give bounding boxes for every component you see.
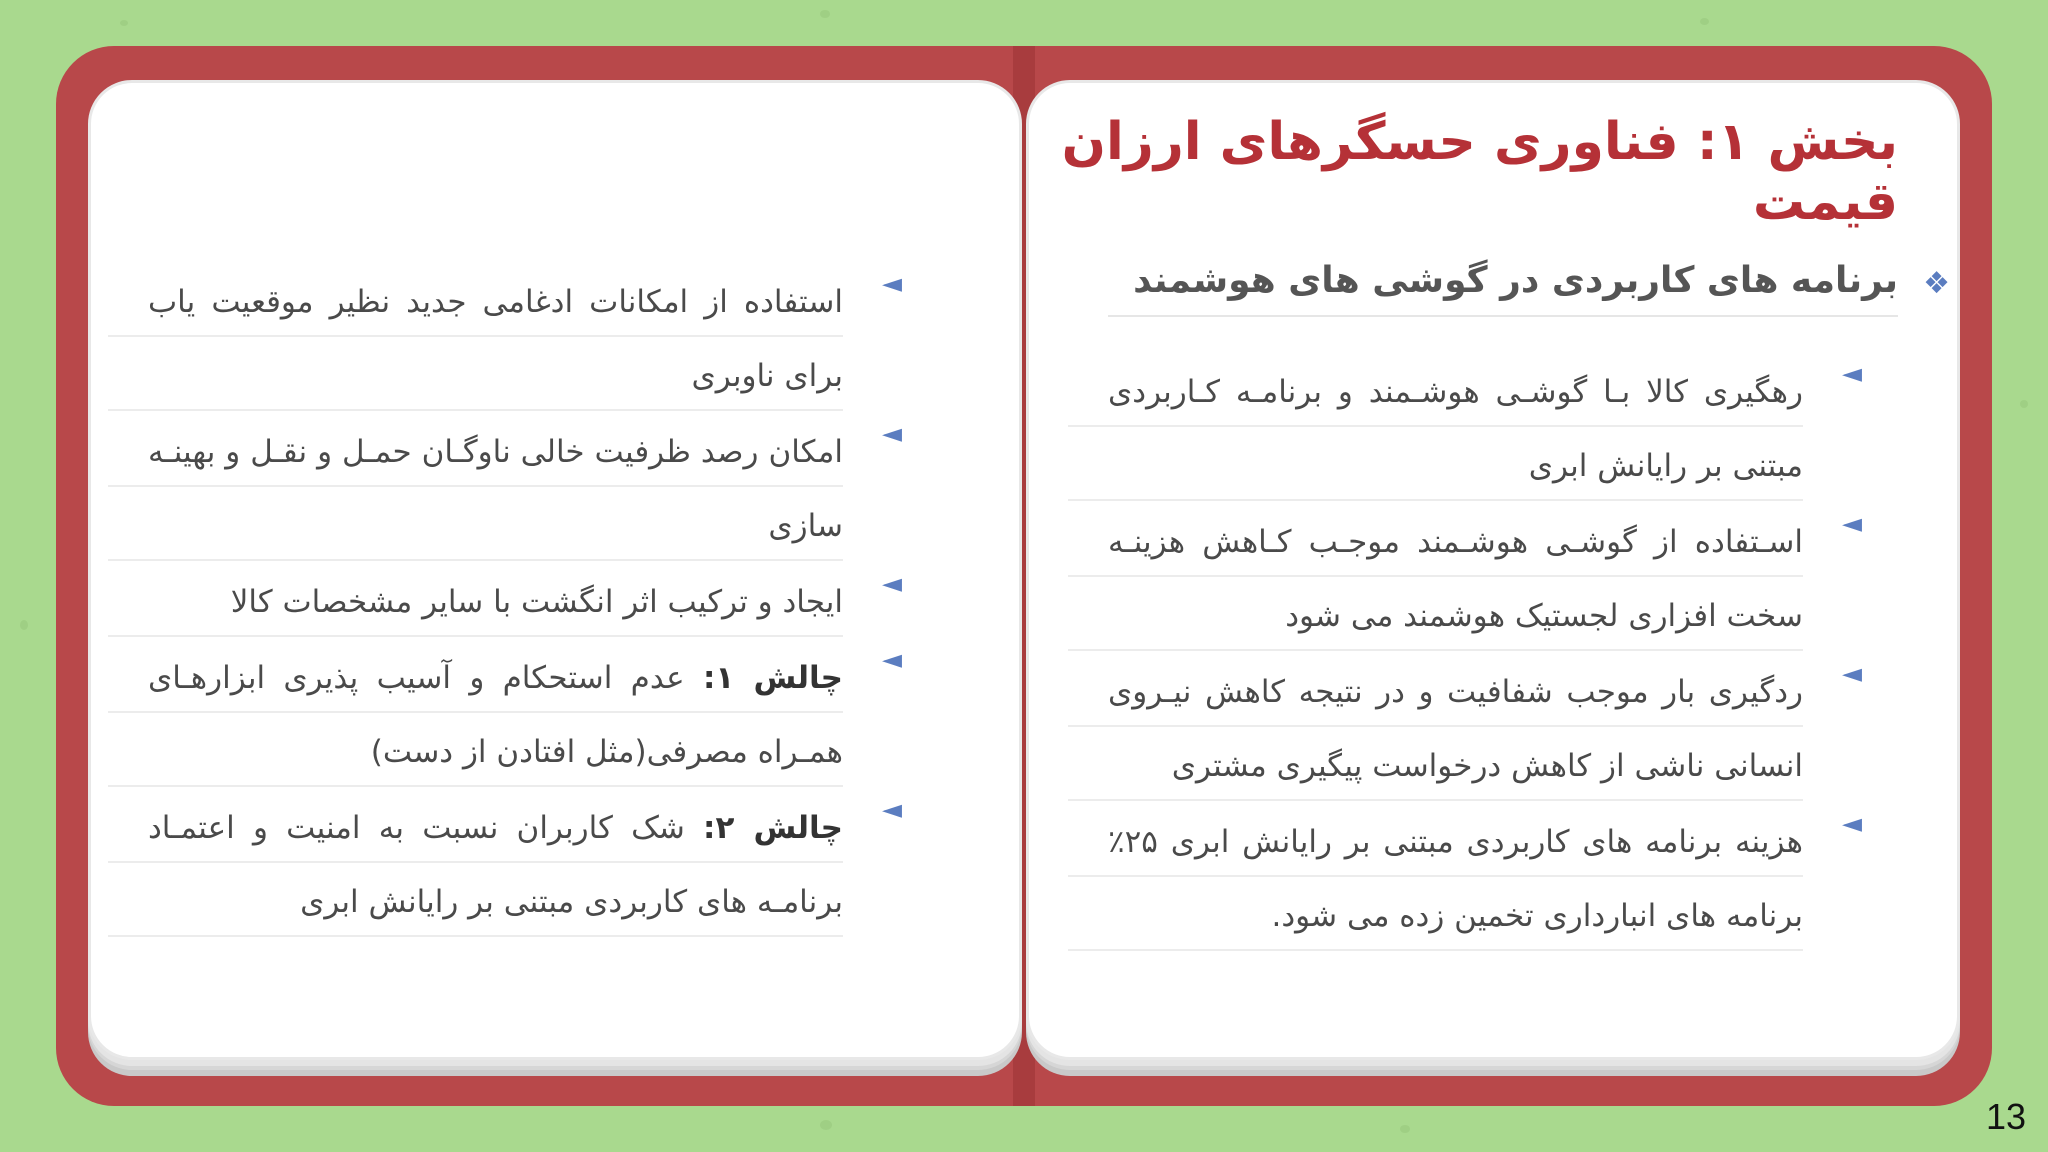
background-speckle: [1700, 18, 1709, 25]
background-speckle: [820, 1120, 832, 1130]
slide-number: 13: [1985, 1096, 2026, 1137]
list-item-text: [108, 791, 843, 939]
list-item-text: هزینه برنامه های کاربردی مبتنی بر رایانش ابری ۲۵٪ برنامه های انبارداری تخمین زده می شود.: [1068, 805, 1803, 953]
background-speckle: [20, 620, 28, 630]
list-item-text: [108, 415, 843, 563]
triangle-bullet-icon: ◄: [1842, 659, 1862, 689]
subheading-text: برنامه های کاربردی در گوشی های هوشمند: [1133, 260, 1898, 301]
background-speckle: [1400, 1125, 1410, 1133]
list-item-body: ایجاد و ترکیب اثر انگشت با سایر مشخصات کالا: [230, 584, 843, 620]
list-item-text: [108, 641, 843, 789]
right-bullet-list: [1108, 355, 1898, 955]
triangle-bullet-icon: ◄: [882, 269, 902, 299]
list-item-text: ردگیری بار موجب شفافیت و در نتیجه کاهش نیـروی انسانی ناشی از کاهش درخواست پیگیری مشتری: [1068, 655, 1803, 803]
challenge-label: چالش ۱:: [702, 660, 843, 696]
list-item-body: شک کاربران نسبت به امنیت و اعتمـاد برنامـه های کاربردی مبتنی بر رایانش ابری: [148, 810, 843, 920]
triangle-bullet-icon: ◄: [882, 569, 902, 599]
list-item: [148, 791, 938, 939]
list-item: [1108, 655, 1898, 803]
list-item-body: امکان رصد ظرفیت خالی ناوگـان حمـل و نقـل و بهینـه سازی: [148, 434, 843, 544]
list-item-text: اسـتفاده از گوشـی هوشـمند موجـب کـاهش هزینـه سخت افزاری لجستیک هوشمند می شود: [1068, 505, 1803, 653]
triangle-bullet-icon: ◄: [882, 419, 902, 449]
list-item: [1108, 355, 1898, 503]
triangle-bullet-icon: ◄: [1842, 509, 1862, 539]
section-subheading: [1108, 260, 1950, 317]
triangle-bullet-icon: ◄: [1842, 809, 1862, 839]
list-item-text: رهگیری کالا بـا گوشـی هوشـمند و برنامـه کـاربردی مبتنی بر رایانش ابری: [1068, 355, 1803, 503]
list-item: [148, 641, 938, 789]
diamond-bullet-icon: ❖: [1923, 266, 1950, 301]
list-item-text: [108, 265, 843, 413]
list-item: [1108, 505, 1898, 653]
left-bullet-list: [148, 265, 938, 941]
list-item: [1108, 805, 1898, 953]
list-item: [148, 265, 938, 413]
background-speckle: [2020, 400, 2028, 408]
background-speckle: [820, 10, 830, 18]
list-item-text: [108, 565, 843, 639]
triangle-bullet-icon: ◄: [882, 795, 902, 825]
list-item-body: عدم استحکام و آسیب پذیری ابزارهـای همـراه مصرفی(مثل افتادن از دست): [148, 660, 843, 770]
list-item: [148, 415, 938, 563]
list-item: [148, 565, 938, 639]
challenge-label: چالش ۲:: [703, 810, 843, 846]
background-speckle: [120, 20, 128, 26]
page-title: بخش ۱: فناوری حسگرهای ارزان قیمت: [1061, 112, 1898, 232]
triangle-bullet-icon: ◄: [882, 645, 902, 675]
list-item-body: استفاده از امکانات ادغامی جدید نظیر موقعیت یاب برای ناوبری: [148, 284, 843, 394]
triangle-bullet-icon: ◄: [1842, 359, 1862, 389]
